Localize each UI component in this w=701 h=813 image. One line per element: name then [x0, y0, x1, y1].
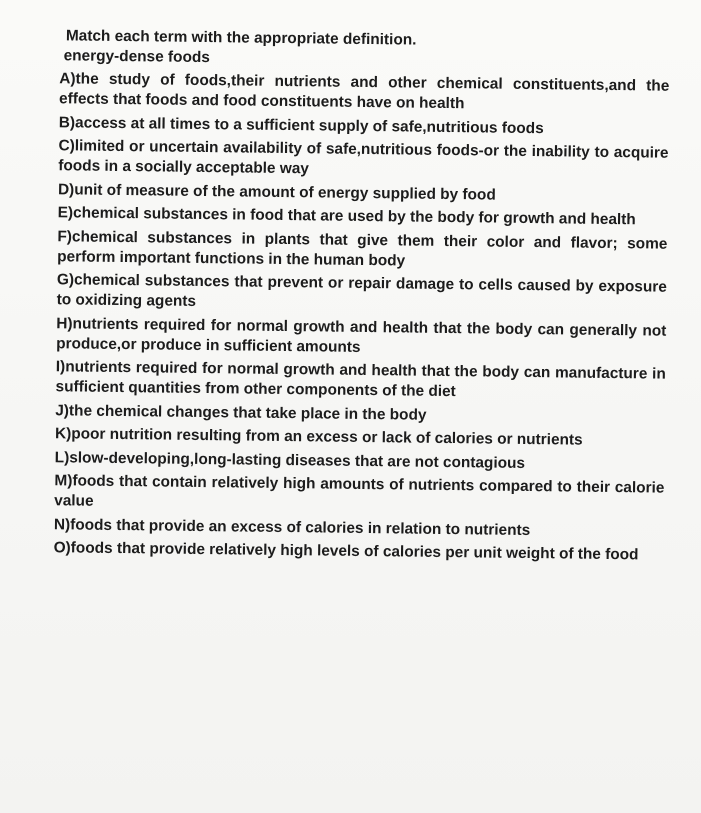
option-letter: J)	[55, 401, 70, 419]
option-letter: G)	[56, 271, 75, 289]
option-letter: O)	[53, 539, 71, 557]
definition-option-j[interactable]	[35, 400, 665, 428]
definition-option-a[interactable]	[39, 69, 669, 117]
option-text: nutrients required for normal growth and health that the body can manufacture in sufficient quantities from other components of the diet	[55, 358, 666, 401]
definition-option-h[interactable]	[36, 313, 666, 361]
definition-option-e[interactable]	[38, 203, 668, 231]
option-text: foods that provide an excess of calories in relation to nutrients	[70, 515, 531, 539]
option-text: chemical substances in food that are used by the body for growth and health	[73, 204, 636, 229]
option-text: the chemical changes that take place in the body	[68, 401, 427, 424]
option-text: unit of measure of the amount of energy supplied by food	[74, 180, 496, 204]
option-letter: M)	[54, 472, 73, 490]
option-text: chemical substances in plants that give them their color and flavor; some perform important functions in the human body	[57, 227, 668, 269]
definition-list	[34, 69, 670, 566]
option-text: slow-developing,long-lasting diseases that are not contagious	[69, 448, 526, 472]
option-letter: N)	[53, 515, 71, 533]
definition-option-c[interactable]	[38, 136, 668, 184]
definition-option-k[interactable]	[35, 424, 665, 452]
definition-option-m[interactable]	[34, 471, 664, 519]
option-letter: A)	[59, 70, 76, 88]
option-letter: F)	[57, 227, 73, 245]
term-text: energy-dense foods	[63, 47, 210, 67]
definition-option-i[interactable]	[35, 357, 665, 405]
definition-option-l[interactable]	[35, 447, 665, 475]
option-text: chemical substances that prevent or repair damage to cells caused by exposure to oxidizing agents	[56, 271, 667, 310]
definition-option-b[interactable]	[39, 112, 669, 140]
option-text: access at all times to a sufficient supply of safe,nutritious foods	[74, 113, 544, 137]
option-text: foods that contain relatively high amounts of nutrients compared to their calorie value	[54, 472, 665, 510]
option-text: foods that provide relatively high levels of calories per unit weight of the food	[70, 539, 639, 564]
option-letter: B)	[58, 113, 76, 131]
option-text: limited or uncertain availability of safe,nutritious foods-or the inability to acquire foods in a socially acceptable way	[58, 137, 669, 178]
definition-option-d[interactable]	[38, 179, 668, 207]
option-text: the study of foods,their nutrients and other chemical constituents,and the effects that foods and food constituents have on health	[59, 70, 670, 113]
option-text: poor nutrition resulting from an excess or lack of calories or nutrients	[71, 425, 583, 449]
option-letter: L)	[54, 448, 70, 466]
definition-option-f[interactable]	[37, 226, 667, 274]
option-letter: I)	[55, 358, 66, 376]
definition-option-o[interactable]	[34, 538, 664, 566]
option-letter: D)	[57, 180, 75, 198]
question-sheet	[33, 26, 669, 569]
option-letter: H)	[56, 314, 73, 332]
instruction-text: Match each term with the appropriate definition.	[65, 27, 417, 49]
definition-option-g[interactable]	[37, 270, 667, 318]
definition-option-n[interactable]	[34, 514, 664, 542]
option-letter: K)	[54, 425, 72, 443]
option-text: nutrients required for normal growth and health that the body can generally not produce,or produce in sufficient amounts	[56, 314, 667, 356]
option-letter: E)	[57, 204, 74, 222]
option-letter: C)	[58, 137, 75, 155]
